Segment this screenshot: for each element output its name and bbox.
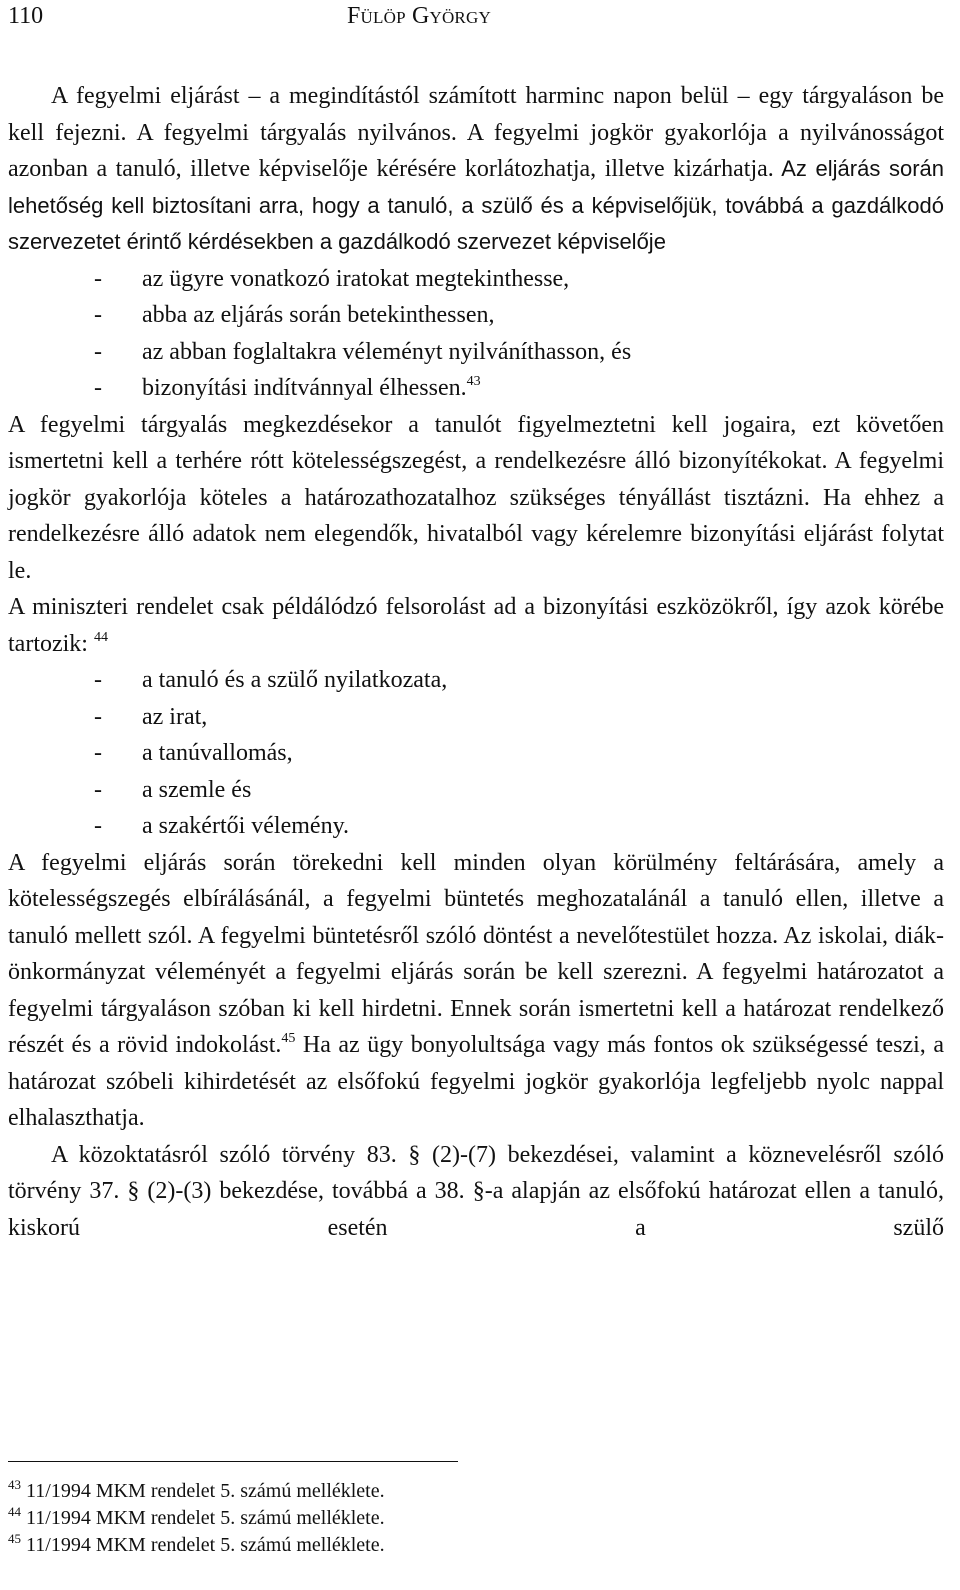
paragraph-4 bbox=[8, 845, 944, 1137]
list-dash: - bbox=[94, 338, 102, 365]
list-item-text: a szemle és bbox=[142, 776, 252, 803]
paragraph-5: A közoktatásról szóló törvény 83. § (2)-(7) bekezdései, valamint a köznevelésről szóló törvény 37. § (2)-(3) bekezdése, továbbá a 38. §-a alapján az elsőfokú határozat ellen a tanuló, kiskorú esetén a szülő bbox=[8, 1141, 944, 1241]
list-dash: - bbox=[94, 375, 102, 401]
paragraph-3-text: A miniszteri rendelet csak példálódzó felsorolást ad a bizonyítási eszközökről, így azok körébe tartozik: bbox=[8, 594, 944, 657]
list-item bbox=[8, 334, 944, 371]
list-item bbox=[8, 735, 944, 772]
list-item bbox=[8, 370, 944, 407]
paragraph-4-part-1: A fegyelmi eljárás során törekedni kell minden olyan körülmény feltárására, amely a kötelességszegés elbírálásánál, a fegyelmi büntetés meghozatalánál a tanuló ellen, illetve a tanuló mellett szól. A fegyelmi büntetésről szóló döntést a nevelőtestület hozza. Az iskolai, diák-önkormányzat véleményét a fegyelmi eljárás során be kell szerezni. A fegyelmi határozatot a fegyelmi tárgyaláson szóban ki kell hirdetni. Ennek során ismertetni kell a határozat rendelkező részét és a rövid indokolást. bbox=[8, 849, 944, 1058]
footnote-43 bbox=[8, 1478, 944, 1505]
body-text bbox=[8, 78, 944, 1246]
paragraph-1-part-1: A fegyelmi eljárást – a megindítástól számított harminc napon belül – egy tárgyaláson be kell fejezni. A fegyelmi tárgyalás nyilvános. A fegyelmi jogkör gyakorlója a nyilvánosságot azonban a tanuló, illetve képviselője kérésére korlátozhatja, illetve kizárhatja. bbox=[8, 83, 944, 182]
running-head: Fülöp György bbox=[347, 3, 491, 29]
list-item bbox=[8, 261, 944, 298]
list-item bbox=[8, 662, 944, 699]
list-item-text: a tanuló és a szülő nyilatkozata, bbox=[142, 667, 448, 693]
list-dash: - bbox=[94, 813, 102, 839]
list-item-text: az irat, bbox=[142, 703, 208, 730]
footnote-ref-45[interactable]: 45 bbox=[281, 1031, 296, 1046]
list-item bbox=[8, 808, 944, 845]
footnote-44 bbox=[8, 1505, 944, 1532]
footnote-text: 11/1994 MKM rendelet 5. számú melléklete. bbox=[26, 1507, 385, 1529]
page-header bbox=[8, 0, 944, 40]
list-dash: - bbox=[94, 776, 102, 803]
footnote-text: 11/1994 MKM rendelet 5. számú melléklete. bbox=[26, 1480, 385, 1502]
paragraph-1 bbox=[8, 78, 944, 261]
footnotes bbox=[8, 1478, 944, 1559]
paragraph-1-part-2: Az eljárás során lehetőség kell biztosítani arra, hogy a tanuló, a szülő és a képviselőjük, továbbá a gazdálkodó szervezetet érintő kérdésekben a gazdálkodó szervezet képviselője bbox=[8, 156, 945, 254]
paragraph-3 bbox=[8, 589, 944, 662]
paragraph-2: A fegyelmi tárgyalás megkezdésekor a tanulót figyelmeztetni kell jogaira, ezt követően ismertetni kell a terhére rótt kötelességszegést, a rendelkezésre álló bizonyítékokat. A fegyelmi jogkör gyakorlója köteles a határozathozatalhoz szükséges tényállást tisztázni. Ha ehhez a rendelkezésre álló adatok nem elegendők, hivatalból vagy kérelemre bizonyítási eljárást folytat le. bbox=[8, 411, 944, 584]
list-dash: - bbox=[94, 265, 102, 292]
list-item bbox=[8, 699, 944, 736]
list-item-text: bizonyítási indítvánnyal élhessen. bbox=[142, 375, 467, 401]
footnote-number: 43 bbox=[8, 1477, 21, 1492]
footnote-text: 11/1994 MKM rendelet 5. számú melléklete. bbox=[26, 1534, 385, 1556]
paragraph-4-part-2: Ha az ügy bonyolultsága vagy más fontos ok szükségessé teszi, a határozat szóbeli kihirdetését az elsőfokú fegyelmi jogkör gyakorlója legfeljebb nyolc nappal elhalaszthatja. bbox=[8, 1032, 944, 1131]
list-dash: - bbox=[94, 667, 102, 693]
list-dash: - bbox=[94, 740, 102, 766]
list-item-text: a tanúvallomás, bbox=[142, 740, 293, 766]
list-dash: - bbox=[94, 703, 102, 730]
list-item-text: abba az eljárás során betekinthessen, bbox=[142, 302, 495, 328]
list-evidence bbox=[8, 662, 944, 845]
footnote-number: 44 bbox=[8, 1504, 21, 1519]
list-item-text: az ügyre vonatkozó iratokat megtekinthesse, bbox=[142, 265, 570, 292]
list-item bbox=[8, 772, 944, 809]
footnote-ref-44[interactable]: 44 bbox=[93, 629, 108, 645]
footnote-45 bbox=[8, 1532, 944, 1559]
list-dash: - bbox=[94, 302, 102, 328]
list-item-text: az abban foglaltakra véleményt nyilváníthasson, és bbox=[142, 338, 632, 365]
footnote-separator bbox=[8, 1461, 458, 1462]
footnote-ref-43[interactable]: 43 bbox=[466, 374, 481, 389]
list-item bbox=[8, 297, 944, 334]
list-item-text: a szakértői vélemény. bbox=[142, 813, 350, 839]
list-procedural-rights bbox=[8, 261, 944, 407]
page-number: 110 bbox=[8, 3, 44, 29]
document-page bbox=[8, 0, 944, 1590]
footnote-number: 45 bbox=[8, 1531, 21, 1546]
